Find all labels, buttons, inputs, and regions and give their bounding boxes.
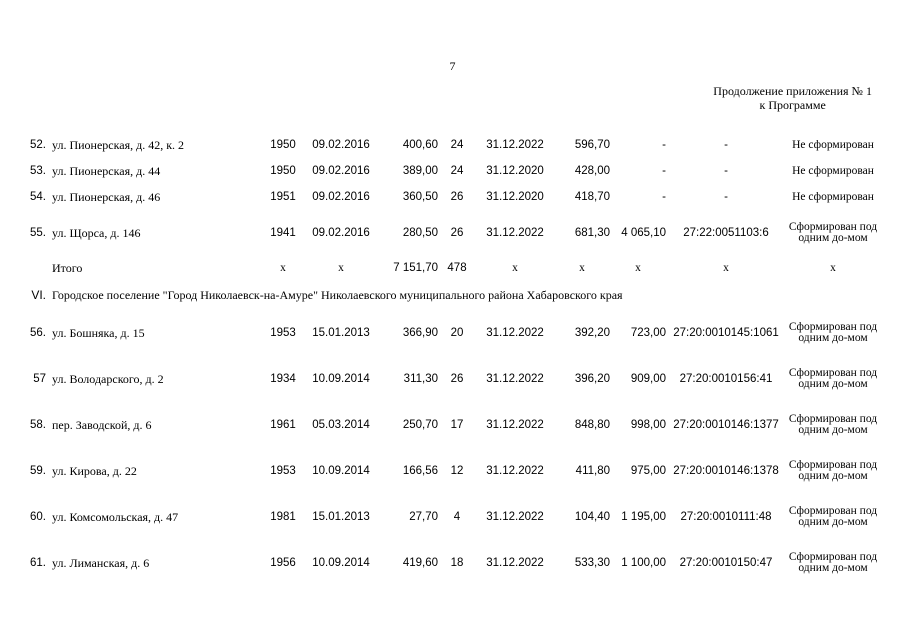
table-row (24, 494, 880, 540)
table-row (24, 402, 880, 448)
row-count: 17 (450, 419, 464, 431)
section-row (24, 280, 880, 310)
row-year: 1941 (270, 227, 296, 239)
row-cost: 418,70 (574, 191, 610, 203)
row-count: 24 (450, 165, 464, 177)
row-date: 15.01.2013 (312, 327, 370, 339)
row-count: 20 (450, 327, 464, 339)
total-cadastral: х (723, 262, 729, 274)
table-body-section-v (24, 132, 880, 586)
row-cadastral-number: 27:20:0010156:41 (679, 373, 773, 385)
row-address: ул. Кирова, д. 22 (52, 463, 137, 478)
row-year: 1981 (270, 511, 296, 523)
row-date: 09.02.2016 (312, 139, 370, 151)
total-cost: х (579, 262, 585, 274)
row-date: 09.02.2016 (312, 165, 370, 177)
row-land-area: 4 065,10 (621, 227, 666, 239)
row-area: 366,90 (402, 327, 438, 339)
row-cost: 596,70 (574, 139, 610, 151)
row-area: 280,50 (402, 227, 438, 239)
row-status: Сформирован под одним до-мом (788, 459, 878, 482)
total-date: х (338, 262, 344, 274)
row-land-area: - (662, 165, 666, 177)
table-row (24, 158, 880, 184)
row-status: Не сформирован (792, 138, 874, 151)
row-cadastral-number: 27:20:0010146:1377 (673, 419, 779, 431)
row-status: Не сформирован (792, 190, 874, 203)
row-year: 1950 (270, 165, 296, 177)
row-deadline: 31.12.2022 (486, 227, 544, 239)
row-address: ул. Володарского, д. 2 (52, 371, 164, 386)
table-row (24, 210, 880, 256)
row-status: Сформирован под одним до-мом (788, 505, 878, 528)
row-address: ул. Щорса, д. 146 (52, 225, 141, 240)
row-land-area: 723,00 (630, 327, 666, 339)
row-deadline: 31.12.2022 (486, 511, 544, 523)
row-date: 10.09.2014 (312, 373, 370, 385)
row-number: 55. (30, 227, 46, 239)
row-year: 1961 (270, 419, 296, 431)
row-area: 400,60 (402, 139, 438, 151)
row-cadastral-number: 27:20:0010145:1061 (673, 327, 779, 339)
row-area: 166,56 (402, 465, 438, 477)
row-address: ул. Пионерская, д. 44 (52, 163, 161, 178)
row-land-area: - (662, 191, 666, 203)
row-cadastral-number: - (724, 191, 728, 203)
row-area: 389,00 (402, 165, 438, 177)
row-year: 1934 (270, 373, 296, 385)
table-row (24, 184, 880, 210)
total-label: Итого (52, 260, 83, 275)
row-number: 58. (30, 419, 46, 431)
row-date: 10.09.2014 (312, 557, 370, 569)
row-count: 18 (450, 557, 464, 569)
row-date: 10.09.2014 (312, 465, 370, 477)
row-address: ул. Бошняка, д. 15 (52, 325, 145, 340)
row-number: 53. (30, 165, 46, 177)
row-cost: 392,20 (574, 327, 610, 339)
row-cost: 533,30 (574, 557, 610, 569)
row-cadastral-number: 27:20:0010111:48 (680, 511, 772, 523)
row-number: 59. (30, 465, 46, 477)
row-cost: 396,20 (574, 373, 610, 385)
row-cost: 104,40 (574, 511, 610, 523)
row-status: Сформирован под одним до-мом (788, 221, 878, 244)
total-num-cell (24, 256, 52, 280)
row-year: 1953 (270, 327, 296, 339)
total-area: 7 151,70 (393, 262, 438, 274)
section-title: Городское поселение "Город Николаевск-на-Амуре" Николаевского муниципального района Хабаровского края (52, 287, 623, 302)
row-number: 57 (33, 373, 46, 385)
row-number: 60. (30, 511, 46, 523)
row-deadline: 31.12.2022 (486, 557, 544, 569)
total-status: х (830, 262, 836, 274)
row-count: 26 (450, 373, 464, 385)
row-cadastral-number: 27:20:0010146:1378 (673, 465, 779, 477)
total-count: 478 (447, 262, 467, 274)
row-number: 54. (30, 191, 46, 203)
row-area: 311,30 (403, 373, 438, 385)
table-row (24, 448, 880, 494)
row-address: пер. Заводской, д. 6 (52, 417, 152, 432)
total-land: х (635, 262, 641, 274)
row-deadline: 31.12.2022 (486, 327, 544, 339)
row-status: Сформирован под одним до-мом (788, 367, 878, 390)
table-row (24, 132, 880, 158)
row-date: 15.01.2013 (312, 511, 370, 523)
row-year: 1951 (270, 191, 296, 203)
row-status: Сформирован под одним до-мом (788, 413, 878, 436)
row-area: 419,60 (402, 557, 438, 569)
row-land-area: 998,00 (630, 419, 666, 431)
row-area: 27,70 (409, 511, 438, 523)
section-roman: VI. (31, 288, 46, 302)
row-deadline: 31.12.2022 (486, 419, 544, 431)
row-cadastral-number: 27:22:0051103:6 (683, 227, 769, 239)
row-address: ул. Пионерская, д. 46 (52, 189, 161, 204)
row-date: 09.02.2016 (312, 227, 370, 239)
row-cost: 848,80 (574, 419, 610, 431)
row-year: 1956 (270, 557, 296, 569)
annex-heading (713, 84, 872, 112)
row-count: 26 (450, 227, 464, 239)
row-land-area: 909,00 (630, 373, 666, 385)
row-number: 52. (30, 139, 46, 151)
row-cadastral-number: - (724, 165, 728, 177)
table-row (24, 540, 880, 586)
row-count: 26 (450, 191, 464, 203)
row-area: 360,50 (402, 191, 438, 203)
row-deadline: 31.12.2020 (486, 165, 544, 177)
row-date: 05.03.2014 (312, 419, 370, 431)
row-area: 250,70 (402, 419, 438, 431)
row-number: 61. (30, 557, 46, 569)
row-count: 24 (450, 139, 464, 151)
row-address: ул. Лиманская, д. 6 (52, 555, 150, 570)
row-status: Сформирован под одним до-мом (788, 551, 878, 574)
row-cadastral-number: - (724, 139, 728, 151)
row-cost: 411,80 (575, 465, 610, 477)
annex-line-2: к Программе (759, 98, 826, 112)
table-row (24, 310, 880, 356)
row-status: Не сформирован (792, 164, 874, 177)
row-date: 09.02.2016 (312, 191, 370, 203)
row-deadline: 31.12.2022 (486, 139, 544, 151)
page-number: 7 (449, 59, 456, 73)
row-land-area: 1 195,00 (621, 511, 666, 523)
row-address: ул. Пионерская, д. 42, к. 2 (52, 137, 185, 152)
total-year: х (280, 262, 286, 274)
row-cost: 681,30 (574, 227, 610, 239)
row-status: Сформирован под одним до-мом (788, 321, 878, 344)
row-count: 4 (453, 511, 461, 523)
row-deadline: 31.12.2020 (486, 191, 544, 203)
row-count: 12 (450, 465, 464, 477)
row-address: ул. Комсомольская, д. 47 (52, 509, 179, 524)
housing-table (24, 132, 880, 586)
row-cost: 428,00 (574, 165, 610, 177)
row-land-area: - (662, 139, 666, 151)
row-deadline: 31.12.2022 (486, 373, 544, 385)
row-land-area: 975,00 (630, 465, 666, 477)
row-number: 56. (30, 327, 46, 339)
row-land-area: 1 100,00 (621, 557, 666, 569)
row-cadastral-number: 27:20:0010150:47 (679, 557, 773, 569)
total-row (24, 256, 880, 280)
row-year: 1950 (270, 139, 296, 151)
table-row (24, 356, 880, 402)
row-deadline: 31.12.2022 (486, 465, 544, 477)
annex-line-1: Продолжение приложения № 1 (713, 84, 872, 98)
row-year: 1953 (270, 465, 296, 477)
total-deadline: х (512, 262, 518, 274)
